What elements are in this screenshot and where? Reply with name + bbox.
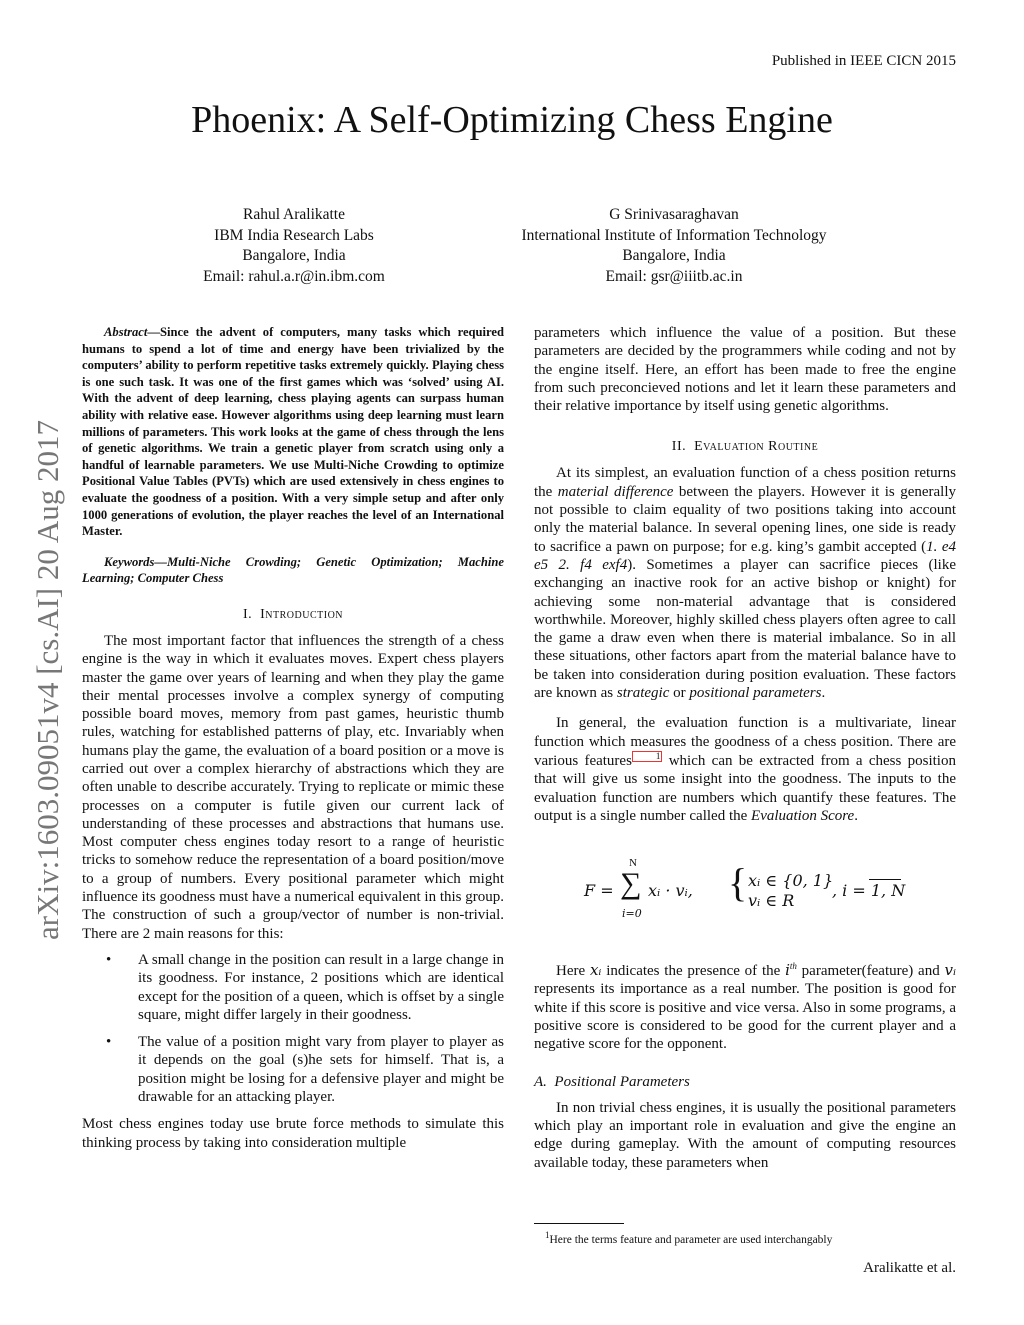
publication-note: Published in IEEE CICN 2015: [771, 53, 956, 69]
list-item: [82, 951, 504, 1024]
author-email: Email: rahul.a.r@in.ibm.com: [203, 267, 385, 285]
evaluation-paragraph-1: At its simplest, an evaluation function of a chess position returns the material difference between the players. However it is generally not possible to claim equality of two positions taking into account only the material balance. In several opening lines, one side is ready to sacrifice a pawn on purpose; for e.g. king’s gambit accepted (1. e4 e5 2. f4 exf4). Sometimes a player can sacrifice pieces (like exchanging an inactive rook for an active bishop or knight) for achieving some non-material advantage that is considered worthwhile. Moreover, highly skilled chess players often agree to call the game a draw even when there is material imbalance. So in all these situations, other factors apart from the material balance have to be taken into consideration during position evaluation. These factors are known as strategic or positional parameters.: [534, 465, 956, 702]
author-block-2: [474, 205, 874, 287]
evaluation-equation: [534, 857, 956, 927]
author-affiliation: IBM India Research Labs: [214, 226, 374, 244]
bullet-text: The value of a position might vary from player to player as it depends on the goal (s)he sets for himself. That is, a position might be losing for a defensive player and might be drawable for an attacking player.: [138, 1034, 504, 1106]
footnote-text: Here the terms feature and parameter are used interchangably: [549, 1233, 833, 1246]
positional-parameters-paragraph: In non trivial chess engines, it is usually the positional parameters which play an important role in evaluation and give the engine an edge during gameplay. With the amount of computing resources available today, these parameters when: [534, 1099, 956, 1171]
paper-title: Phoenix: A Self-Optimizing Chess Engine: [191, 99, 833, 141]
overline: [869, 879, 901, 880]
sum-upper-limit: N: [629, 857, 637, 870]
section-number: I.: [242, 606, 253, 622]
sum-symbol: ∑: [620, 867, 642, 901]
list-item: [82, 1033, 504, 1106]
keywords: Keywords—Multi-Niche Crowding; Genetic Optimization; Machine Learning; Computer Chess: [82, 554, 504, 586]
author-block-1: [94, 205, 494, 287]
bullet-icon: •: [106, 1034, 112, 1051]
brace-icon: {: [728, 860, 748, 906]
abstract-text: —Since the advent of computers, many tasks which required humans to spend a lot of time and energy have been trivialized by the computers’ ability to perform repetitive tasks extremely quickly. Playing chess is one such task. It was one of the first games which was ‘solved’ using AI. With the advent of deep learning, chess playing agents can surpass human ability with relative ease. However algorithms using deep learning must learn millions of parameters. This work looks at the game of chess through the lens of genetic algorithms. We train a genetic player from scratch using only a handful of learnable parameters. We use Multi-Niche Crowding to optimize Positional Value Tables (PVTs) which are used extensively in chess engines to evaluate the goodness of a position. With a very simple setup and after only 1000 generations of evolution, the player reaches the level of an International Master.: [82, 325, 504, 539]
bullet-icon: •: [106, 951, 112, 968]
author-location: Bangalore, India: [622, 247, 726, 264]
intro-paragraph-2: Most chess engines today use brute force methods to simulate this thinking process by taking into consideration multiple: [82, 1116, 504, 1151]
condition-v: vᵢ ∈ R: [748, 891, 795, 911]
section-heading-introduction: [82, 607, 504, 623]
section-title: Evaluation Routine: [694, 439, 819, 455]
footnote-marker[interactable]: 1: [632, 751, 663, 762]
evaluation-paragraph-3: Here xᵢ indicates the presence of the $i^{th}$ parameter(feature) and vᵢ represents its importance as a real number. The position is good for white if this score is positive and vice versa. Also in some programs, a positive score is considered to be good for the current player and a negative score for the opponent.: [534, 961, 956, 1053]
evaluation-paragraph-2: In general, the evaluation function is a multivariate, linear function which measures the goodness of a chess position. There are various features 1 which can be extracted from a chess position that will give us some insight into the goodness. The inputs to the evaluation function are numbers which quantify these features. The output is a single number called the Evaluation Score.: [534, 715, 956, 824]
sum-lower-limit: i=0: [622, 907, 642, 921]
section-number: II.: [671, 439, 687, 455]
subsection-heading: A. Positional Parameters: [534, 1073, 690, 1090]
intro-paragraph: The most important factor that influences the strength of a chess engine is the way in which it evaluates moves. Expert chess players master the game over years of learning and when they play the game their mental processes involve a complex synergy of computing possible board moves, memory from past games, heuristic thumb rules, watching for established patterns of play, etc. Invariably when humans play the game, the evaluation of a board position or a move is carried out over a complex hierarchy of abstractions which they are often unable to describe accurately. Trying to replicate or mimic these processes on a computer is futile given our current lack of understanding of these processes and abstractions that humans use. Most computer chess engines today resort to a range of heuristic tricks to somehow reduce the representation of a board position/move to a group of numbers. Every positional parameter which might influence its goodness must have a numerical equivalent in this group. The construction of such a group/vector of number is non-trivial. There are 2 main reasons for this:: [82, 632, 504, 942]
author-name: Rahul Aralikatte: [242, 206, 345, 223]
footnote-mark: 1: [545, 1230, 550, 1240]
bullet-text: A small change in the position can result in a large change in its goodness. For instance, 2 positions which are identical except for the position of a queen, which is offset by a single square, might differ largely in their goodness.: [138, 951, 504, 1023]
index-range: , i = 1, N: [832, 881, 906, 901]
arxiv-stamp: arXiv:1603.09051v4 [cs.AI] 20 Aug 2017: [30, 419, 65, 940]
footnote: [545, 1230, 832, 1246]
author-affiliation: International Institute of Information Technology: [521, 226, 827, 244]
equation-term: xᵢ · vᵢ,: [648, 881, 693, 901]
author-email: Email: gsr@iiitb.ac.in: [605, 267, 743, 285]
continuation-paragraph: parameters which influence the value of a position. But these parameters are decided by the programmers while coding and not by the engine itself. Here, an effort has been made to free the engine from such preconcieved notions and let it learn these parameters and their relative importance by itself using genetic algorithms.: [534, 325, 956, 415]
condition-x: xᵢ ∈ {0, 1}: [748, 871, 834, 891]
author-location: Bangalore, India: [242, 247, 346, 264]
section-title: Introduction: [260, 606, 344, 622]
footnote-divider: [534, 1223, 624, 1224]
running-footer: Aralikatte et al.: [863, 1260, 956, 1276]
intro-bullet-list: [82, 951, 504, 1106]
equation-lhs: F =: [584, 881, 614, 901]
abstract-label: Abstract: [104, 325, 148, 339]
abstract: [82, 324, 504, 540]
section-heading-evaluation: [534, 439, 956, 455]
author-name: G Srinivasaraghavan: [609, 206, 739, 223]
left-column: [82, 324, 504, 1152]
right-column: [534, 324, 956, 1172]
